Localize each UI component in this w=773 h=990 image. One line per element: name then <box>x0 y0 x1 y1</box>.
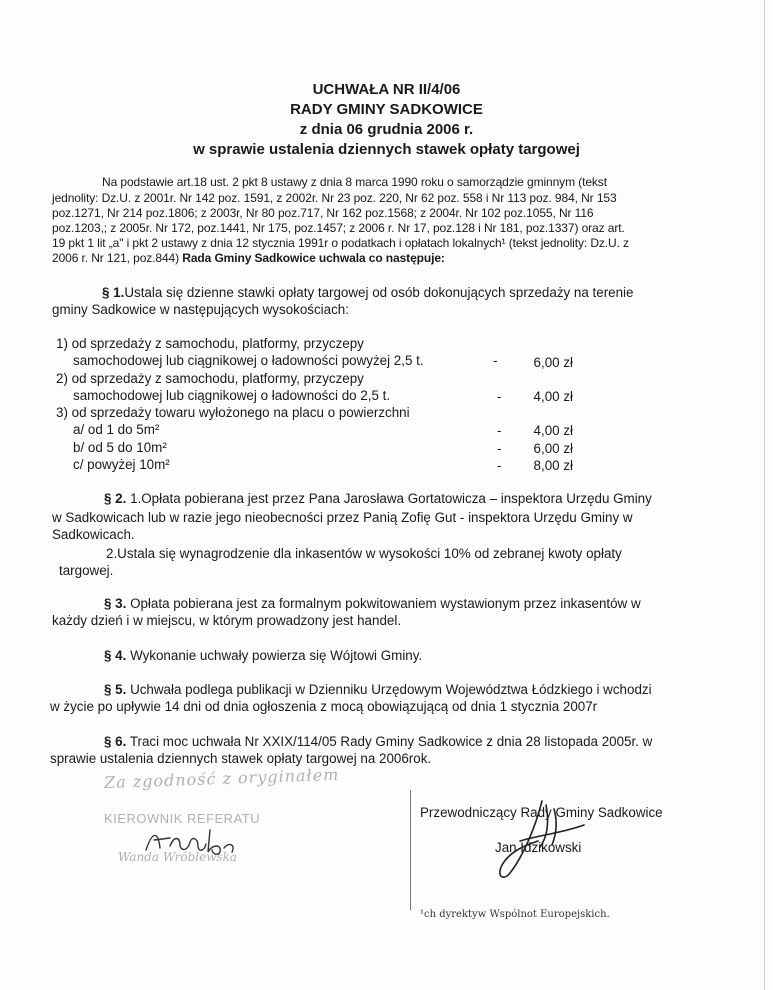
resolution-date: z dnia 06 grudnia 2006 r. <box>299 121 474 138</box>
preamble-line-3: poz.1271, Nr 214 poz.1806; z 2003r, Nr 80 poz.717, Nr 162 poz.1568; z 2004r. Nr 102 poz.1055, Nr 116 <box>52 206 594 220</box>
office-stamp: KIEROWNIK REFERATU <box>104 811 261 826</box>
preamble-line-4: poz.1203,; z 2005r. Nr 172, poz.1441, Nr 175, poz.1457; z 2006 r. Nr 17, poz.128 i Nr 181, poz.1337) oraz art. <box>52 221 625 235</box>
preamble-line-5: 19 pkt 1 lit „a" i pkt 2 ustawy z dnia 12 stycznia 1991r o podatkach i opłatach lokalnych¹ (tekst jednolity: Dz.U. z <box>52 236 629 250</box>
rate-item-3a-dash: - <box>497 423 502 438</box>
rate-item-1-line-2: samochodowej lub ciągnikowej o ładowności powyżej 2,5 t. <box>73 353 424 368</box>
section-6-line-2: sprawie ustalenia dziennych stawek opłaty targowej na 2006rok. <box>50 751 432 766</box>
section-5-line-1 <box>104 682 652 697</box>
section-3-text: Opłata pobierana jest za formalnym pokwitowaniem wystawionym przez inkasentów w <box>126 596 641 611</box>
section-2-line-4: 2.Ustala się wynagrodzenie dla inkasentów w wysokości 10% od zebranej kwoty opłaty <box>106 546 622 561</box>
preamble-line-6 <box>52 251 445 265</box>
resolution-number: UCHWAŁA NR II/4/06 <box>312 81 461 98</box>
rate-item-1-amount: 6,00 zł <box>533 355 573 370</box>
preamble-line-1: Na podstawie art.18 ust. 2 pkt 8 ustawy z dnia 8 marca 1990 roku o samorządzie gminnym (tekst <box>102 175 607 189</box>
rate-item-3a-amount: 4,00 zł <box>533 423 573 438</box>
rate-item-3-line-1: 3) od sprzedaży towaru wyłożonego na placu o powierzchni <box>56 405 410 420</box>
section-3-line-2: każdy dzień i w miejscu, w którym prowadzony jest handel. <box>52 613 402 628</box>
scan-artifact-line <box>410 790 411 910</box>
section-5-line-2: w życie po upływie 14 dni od dnia ogłoszenia z mocą obowiązującą od dnia 1 stycznia 2007r <box>50 699 598 714</box>
certified-copy-stamp: Za zgodność z oryginałem <box>103 764 340 793</box>
section-5-text: Uchwała podlega publikacji w Dzienniku Urzędowym Województwa Łódzkiego i wchodzi <box>126 682 652 697</box>
resolution-subject: w sprawie ustalenia dziennych stawek opłaty targowej <box>193 141 580 158</box>
section-2-line-1 <box>104 491 652 506</box>
section-1-text: Ustala się dzienne stawki opłaty targowej od osób dokonujących sprzedaży na terenie <box>124 285 634 300</box>
rate-item-2-line-2: samochodowej lub ciągnikowej o ładowności do 2,5 t. <box>73 388 391 403</box>
section-4-line-1 <box>104 648 422 663</box>
rate-item-1-dash: - <box>493 353 498 368</box>
rate-item-2-dash: - <box>497 389 502 404</box>
section-6-mark: § 6. <box>104 734 127 749</box>
section-3-mark: § 3. <box>104 596 127 611</box>
preamble-line-2: jednolity: Dz.U. z 2001r. Nr 142 poz. 1591, z 2002r. Nr 23 poz. 220, Nr 62 poz. 558 i Nr 113 poz. 984, Nr 153 <box>52 191 617 205</box>
section-2-line-2: w Sadkowicach lub w razie jego nieobecności przez Panią Zofię Gut - inspektora Urzędu Gminy w <box>52 510 633 525</box>
preamble-enactment: Rada Gminy Sadkowice uchwala co następuje: <box>182 251 445 265</box>
section-2-line-5: targowej. <box>59 563 114 578</box>
section-4-text: Wykonanie uchwały powierza się Wójtowi Gminy. <box>126 648 423 663</box>
section-2-text: 1.Opłata pobierana jest przez Pana Jarosława Gortatowicza – inspektora Urzędu Gminy <box>126 491 652 506</box>
section-2-mark: § 2. <box>104 491 127 506</box>
section-5-mark: § 5. <box>104 682 127 697</box>
section-1-line-2: gminy Sadkowice w następujących wysokościach: <box>52 302 349 317</box>
section-3-line-1 <box>104 596 641 611</box>
rate-item-3a: a/ od 1 do 5m² <box>73 422 160 437</box>
rate-item-3c-amount: 8,00 zł <box>533 458 573 473</box>
officer-signature <box>140 822 240 862</box>
section-4-mark: § 4. <box>104 648 127 663</box>
rate-item-3b-dash: - <box>497 441 502 456</box>
rate-item-3b-amount: 6,00 zł <box>533 441 573 456</box>
rate-item-3b: b/ od 5 do 10m² <box>73 440 167 455</box>
section-6-text: Traci moc uchwała Nr XXIX/114/05 Rady Gminy Sadkowice z dnia 28 listopada 2005r. w <box>126 734 653 749</box>
chairman-name: Jan Idzikowski <box>495 840 582 855</box>
rate-item-2-amount: 4,00 zł <box>533 389 573 404</box>
rate-item-2-line-1: 2) od sprzedaży z samochodu, platformy, przyczepy <box>56 371 364 386</box>
rate-item-1-line-1: 1) od sprzedaży z samochodu, platformy, przyczepy <box>56 336 364 351</box>
officer-name-stamp: Wanda Wróblewska <box>118 850 238 864</box>
chairman-title: Przewodniczący Rady Gminy Sadkowice <box>420 805 663 820</box>
rate-item-3c: c/ powyżej 10m² <box>73 457 170 472</box>
section-6-line-1 <box>104 734 652 749</box>
council-name: RADY GMINY SADKOWICE <box>290 101 483 118</box>
chairman-signature <box>480 795 610 885</box>
section-1-line-1 <box>102 285 633 300</box>
rate-item-3c-dash: - <box>497 458 502 473</box>
preamble-citation: 2006 r. Nr 121, poz.844) <box>52 251 180 265</box>
section-2-line-3: Sadkowicach. <box>52 527 135 542</box>
section-1-mark: § 1. <box>102 285 125 300</box>
footnote: ¹ch dyrektyw Wspólnot Europejskich. <box>420 909 610 920</box>
